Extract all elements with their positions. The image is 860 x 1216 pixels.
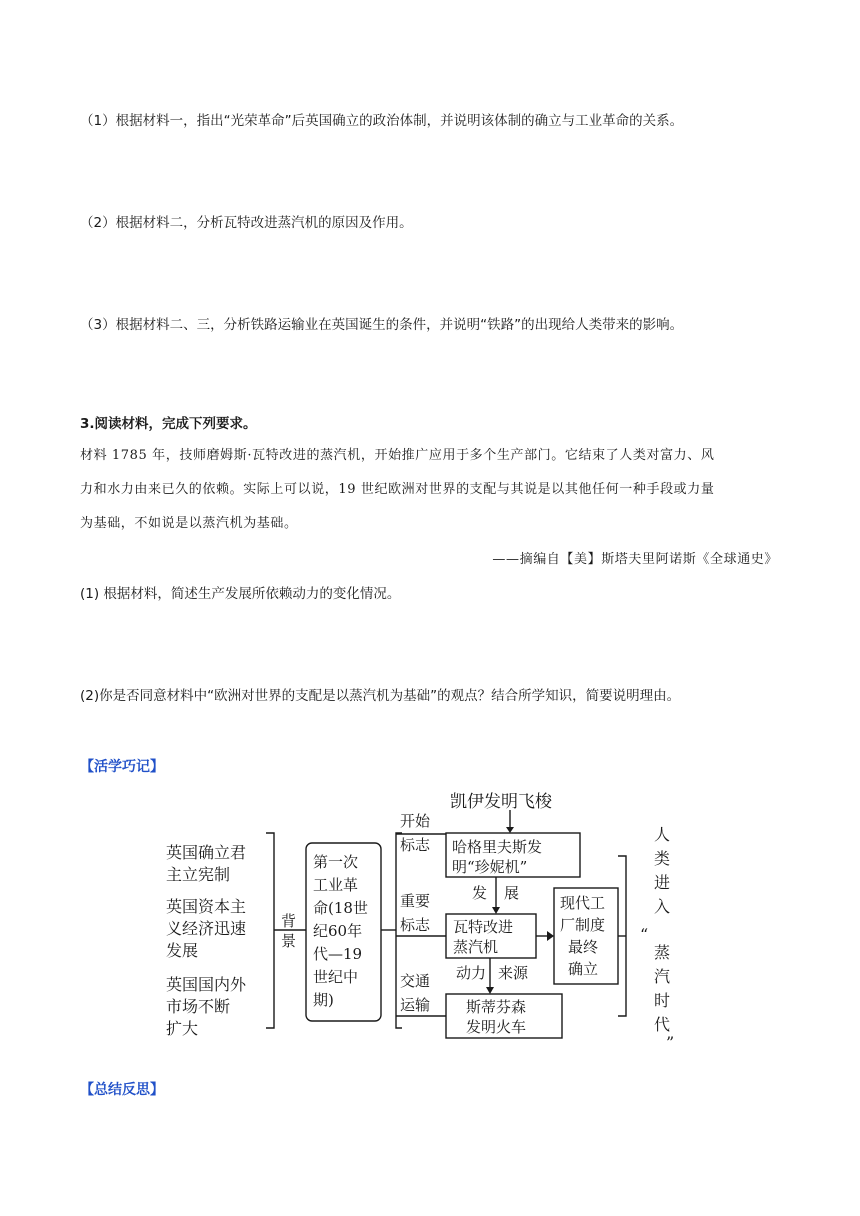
svg-text:工业革: 工业革	[313, 876, 359, 894]
svg-text:第一次: 第一次	[313, 853, 359, 871]
question-1-glorious-revolution: （1）根据材料一，指出“光荣革命”后英国确立的政治体制，并说明该体制的确立与工业革命的关系。	[80, 113, 684, 129]
causes-list	[166, 843, 247, 1038]
question-3-railway: （3）根据材料二、三，分析铁路运输业在英国诞生的条件，并说明“铁路”的出现给人类带来的影响。	[80, 317, 684, 333]
cause-3-line-3: 扩大	[166, 1019, 199, 1038]
svg-text:人: 人	[654, 825, 671, 844]
question-2-watt-steam-engine: （2）根据材料二，分析瓦特改进蒸汽机的原因及作用。	[80, 215, 413, 231]
svg-text:景: 景	[281, 932, 297, 950]
power-label-2: 来源	[498, 964, 529, 982]
svg-text:代: 代	[654, 1015, 671, 1034]
jenny-line-1: 哈格里夫斯发	[452, 838, 543, 856]
svg-text:厂制度: 厂制度	[560, 916, 606, 934]
label-important-2: 标志	[400, 916, 431, 934]
material-line-3: 为基础，不如说是以蒸汽机为基础。	[80, 516, 298, 531]
develop-label-1: 发	[472, 884, 488, 902]
watt-line-1: 瓦特改进	[453, 918, 514, 936]
cause-2-line-3: 发展	[166, 941, 199, 960]
heading-summary: 【总结反思】	[80, 1082, 164, 1098]
label-transport-1: 交通	[400, 972, 431, 990]
develop-label-2: 展	[504, 884, 520, 902]
svg-text:命(18世: 命(18世	[313, 899, 368, 917]
train-line-2: 发明火车	[466, 1018, 527, 1036]
cause-1-line-2: 主立宪制	[166, 865, 231, 884]
svg-text:“: “	[640, 925, 649, 944]
svg-text:最终: 最终	[568, 938, 599, 956]
cause-1-line-1: 英国确立君	[166, 843, 247, 862]
svg-text:时: 时	[654, 991, 671, 1010]
train-line-1: 斯蒂芬森	[466, 998, 527, 1016]
jenny-line-2: 明“珍妮机”	[452, 858, 528, 876]
label-start-2: 标志	[400, 836, 431, 854]
material-line-2: 力和水力由来已久的依赖。实际上可以说，19 世纪欧洲对世界的支配与其说是以其他任何一种手段或力量	[80, 482, 715, 497]
svg-text:现代工: 现代工	[560, 894, 606, 912]
section-3-title: 3.阅读材料，完成下列要求。	[80, 416, 257, 432]
flying-shuttle-note: 凯伊发明飞梭	[450, 792, 552, 812]
material-line-1: 材料 1785 年，技师磨姆斯·瓦特改进的蒸汽机，开始推广应用于多个生产部门。它结束了人类对富力、风	[80, 448, 715, 463]
watt-line-2: 蒸汽机	[453, 938, 499, 956]
svg-text:入: 入	[654, 897, 671, 916]
svg-text:期): 期)	[313, 991, 334, 1009]
svg-text:纪60年: 纪60年	[313, 922, 363, 940]
svg-text:类: 类	[654, 849, 671, 868]
branch-labels	[400, 812, 431, 1014]
center-box-text	[313, 853, 368, 1009]
heading-memory: 【活学巧记】	[80, 759, 164, 775]
cause-3-line-1: 英国国内外	[166, 975, 247, 994]
svg-text:蒸: 蒸	[654, 943, 671, 962]
label-transport-2: 运输	[400, 996, 431, 1014]
result-steam-age	[640, 825, 674, 1052]
industrial-revolution-diagram	[150, 790, 690, 1055]
svg-text:确立: 确立	[568, 960, 599, 978]
material-source: ——摘编自【美】斯塔夫里阿诺斯《全球通史》	[492, 552, 778, 567]
svg-text:世纪中: 世纪中	[313, 968, 359, 986]
section-3-question-2: (2)你是否同意材料中“欧洲对世界的支配是以蒸汽机为基础”的观点？结合所学知识，简要说明理由。	[80, 688, 681, 704]
factory-text	[560, 894, 605, 978]
svg-text:进: 进	[654, 873, 671, 892]
svg-text:”: ”	[666, 1033, 675, 1052]
svg-text:代—19: 代—19	[313, 945, 363, 963]
svg-text:汽: 汽	[654, 967, 671, 986]
svg-text:背: 背	[281, 912, 297, 930]
power-label-1: 动力	[456, 964, 487, 982]
label-start-1: 开始	[400, 812, 431, 830]
cause-2-line-2: 义经济迅速	[166, 919, 247, 938]
causes-bracket	[266, 833, 274, 1028]
label-important-1: 重要	[400, 892, 431, 910]
background-label	[281, 912, 296, 950]
cause-2-line-1: 英国资本主	[166, 897, 247, 916]
section-3-question-1: (1) 根据材料，简述生产发展所依赖动力的变化情况。	[80, 586, 401, 602]
cause-3-line-2: 市场不断	[166, 997, 231, 1016]
